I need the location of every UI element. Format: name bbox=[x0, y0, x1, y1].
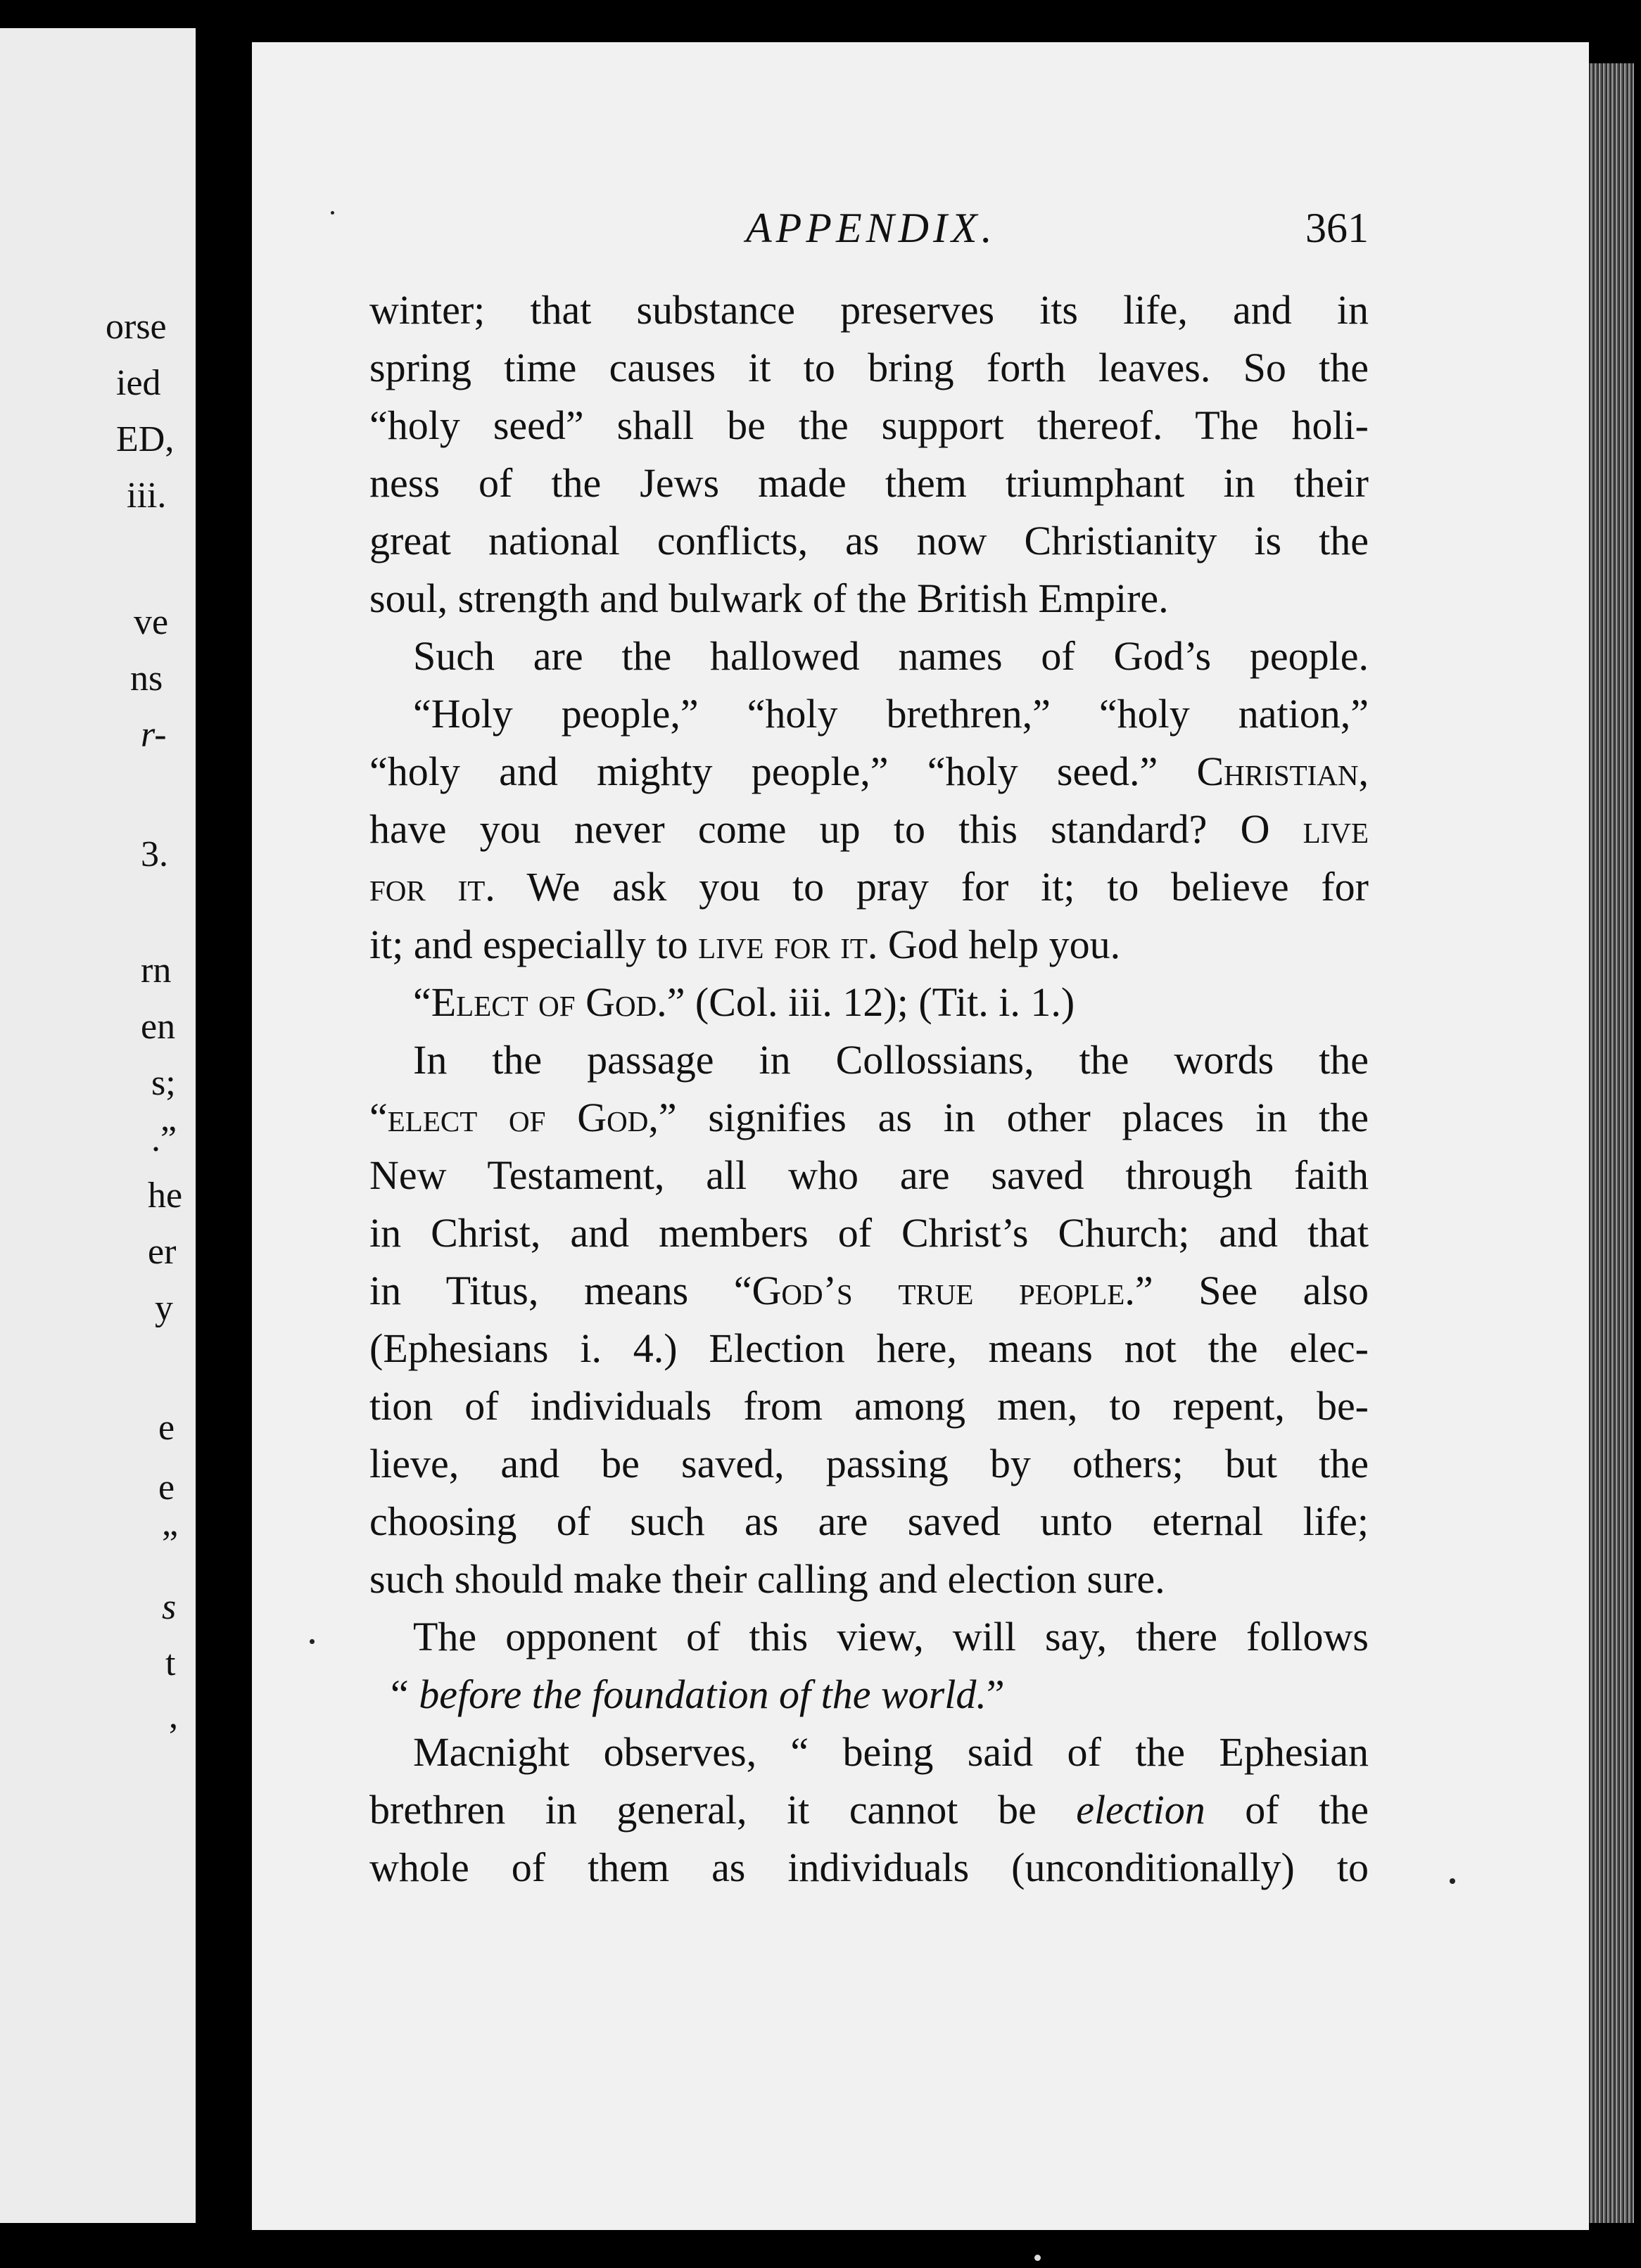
left-fragment: , bbox=[169, 1696, 178, 1736]
text-line bbox=[369, 858, 1369, 916]
left-fragment: en bbox=[141, 1007, 176, 1047]
left-fragment: er bbox=[148, 1232, 177, 1272]
text-run: We ask you to pray for it; to believe for bbox=[495, 864, 1369, 910]
left-fragment: s bbox=[162, 1587, 177, 1627]
text-line bbox=[369, 916, 1369, 974]
text-line: winter; that substance preserves its life, and in bbox=[369, 287, 1369, 333]
text-line: in Christ, and members of Christ’s Church; and that bbox=[369, 1210, 1369, 1256]
text-line: “holy seed” shall be the support thereof. The holi- bbox=[369, 402, 1369, 448]
small-caps-run: God’s true people. bbox=[752, 1268, 1135, 1313]
left-page-text-fragments bbox=[0, 28, 191, 2223]
page-number: 361 bbox=[1305, 205, 1369, 251]
page-block-edge bbox=[1589, 63, 1634, 2223]
left-fragment: t bbox=[165, 1643, 176, 1683]
left-fragment: ED, bbox=[116, 419, 175, 459]
text-run: ” signifies as in other places in the bbox=[658, 1095, 1369, 1140]
small-caps-run: live for it. bbox=[698, 922, 878, 967]
text-run: God help you. bbox=[877, 922, 1121, 967]
text-line bbox=[369, 974, 1369, 1031]
text-run: ” bbox=[986, 1671, 1005, 1717]
text-line bbox=[369, 1089, 1369, 1147]
text-line: soul, strength and bulwark of the British Empire. bbox=[369, 575, 1169, 621]
small-caps-run: Christian, bbox=[1196, 748, 1369, 794]
text-line bbox=[369, 1262, 1369, 1320]
body-text bbox=[369, 281, 1369, 1897]
text-run: “holy and mighty people,” “holy seed.” bbox=[369, 748, 1197, 794]
text-run: “ bbox=[369, 1095, 388, 1140]
text-line bbox=[369, 743, 1369, 801]
text-line: whole of them as individuals (unconditionally) to bbox=[369, 1845, 1369, 1890]
text-line: choosing of such as are saved unto eternal life; bbox=[369, 1498, 1369, 1544]
left-fragment: he bbox=[148, 1176, 183, 1216]
italic-run: before the foundation of the world. bbox=[419, 1671, 987, 1717]
left-fragment: r- bbox=[141, 715, 167, 755]
left-fragment: s; bbox=[151, 1063, 176, 1103]
left-fragment: 3. bbox=[141, 834, 168, 874]
text-line: (Ephesians i. 4.) Election here, means not the elec- bbox=[369, 1325, 1369, 1371]
left-fragment: ns bbox=[130, 658, 163, 699]
left-fragment: orse bbox=[106, 307, 167, 347]
text-line bbox=[369, 801, 1369, 858]
text-line: tion of individuals from among men, to repent, be- bbox=[369, 1383, 1369, 1429]
left-fragment: y bbox=[155, 1288, 173, 1328]
small-caps-run: Elect of God. bbox=[431, 979, 667, 1025]
small-caps-run: elect of God, bbox=[387, 1095, 659, 1140]
text-run: ” See also bbox=[1134, 1268, 1369, 1313]
italic-run: election bbox=[1076, 1787, 1205, 1833]
text-line: great national conflicts, as now Christianity is the bbox=[369, 518, 1369, 563]
text-line bbox=[369, 1666, 1369, 1724]
text-line: lieve, and be saved, passing by others; but the bbox=[369, 1441, 1369, 1486]
scan-speck bbox=[310, 1639, 315, 1644]
running-head: APPENDIX. bbox=[746, 205, 996, 251]
text-run: ” (Col. iii. 12); (Tit. i. 1.) bbox=[666, 979, 1075, 1025]
text-line: ness of the Jews made them triumphant in their bbox=[369, 460, 1369, 506]
small-caps-run: for it. bbox=[369, 864, 495, 910]
text-run: “ bbox=[413, 979, 431, 1025]
book-gutter bbox=[196, 0, 252, 2268]
text-run: of the bbox=[1205, 1787, 1369, 1833]
text-run: it; and especially to bbox=[369, 922, 699, 967]
left-fragment: ve bbox=[134, 602, 169, 642]
text-line: The opponent of this view, will say, there follows bbox=[413, 1614, 1369, 1659]
text-line bbox=[369, 1781, 1369, 1839]
left-page-edge bbox=[0, 28, 200, 2223]
text-run: have you never come up to this standard? bbox=[369, 806, 1241, 852]
left-fragment: .” bbox=[151, 1119, 177, 1159]
text-line: such should make their calling and election sure. bbox=[369, 1556, 1165, 1602]
left-fragment: iii. bbox=[127, 476, 167, 516]
left-fragment: ” bbox=[162, 1524, 179, 1564]
text-line: In the passage in Collossians, the words the bbox=[413, 1037, 1369, 1083]
text-run: “ bbox=[391, 1671, 419, 1717]
text-line: Such are the hallowed names of God’s people. bbox=[413, 633, 1369, 679]
small-caps-run: O live bbox=[1240, 806, 1369, 852]
scan-speck bbox=[1450, 1878, 1455, 1884]
left-fragment: e bbox=[158, 1408, 175, 1448]
text-line: New Testament, all who are saved through faith bbox=[369, 1152, 1369, 1198]
text-line: spring time causes it to bring forth leaves. So the bbox=[369, 345, 1369, 390]
text-run: brethren in general, it cannot be bbox=[369, 1787, 1077, 1833]
text-run: in Titus, means “ bbox=[369, 1268, 752, 1313]
left-fragment: e bbox=[158, 1467, 175, 1508]
left-fragment: rn bbox=[141, 950, 172, 990]
left-fragment: ied bbox=[116, 363, 161, 403]
scan-speck bbox=[331, 211, 334, 215]
text-line: “Holy people,” “holy brethren,” “holy nation,” bbox=[413, 691, 1369, 737]
scan-speck bbox=[1034, 2255, 1041, 2261]
text-line: Macnight observes, “ being said of the Ephesian bbox=[413, 1729, 1369, 1775]
